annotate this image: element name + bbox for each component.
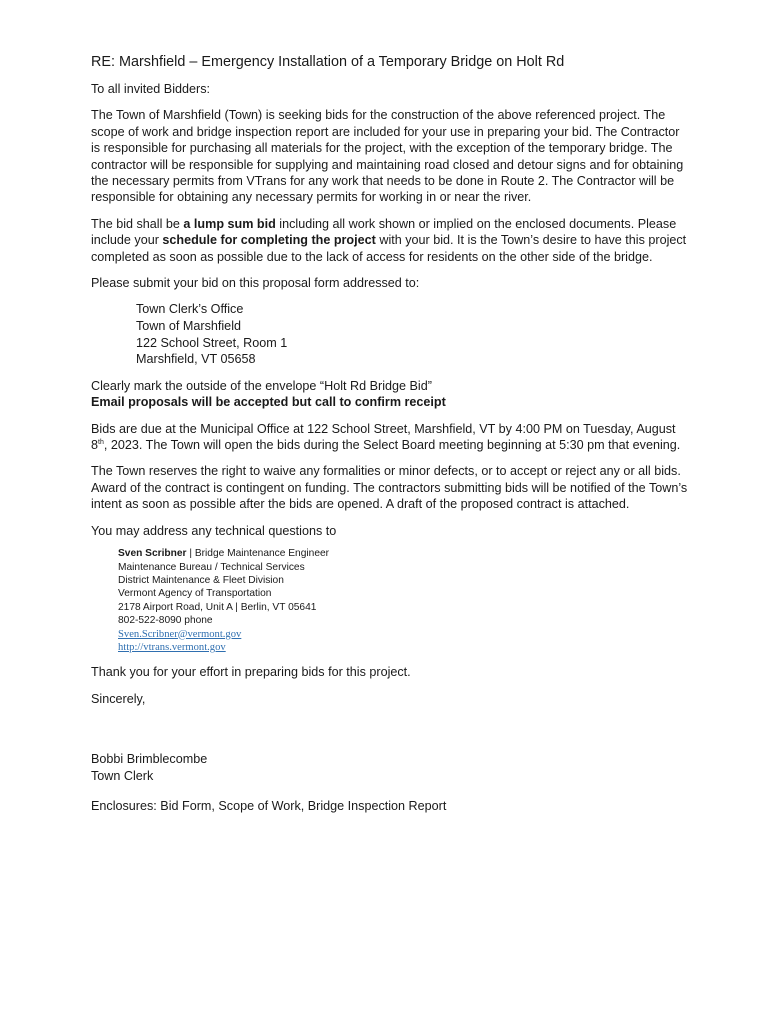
submit-intro: Please submit your bid on this proposal form addressed to: — [91, 276, 420, 291]
salutation: To all invited Bidders: — [91, 82, 211, 96]
text-span: with your bid. It is the Town’s desire to have this project completed as soon as possible due to the lack of access for residents on the other side of the bridge. — [91, 233, 687, 264]
contact-line: Maintenance Bureau / Technical Services — [118, 561, 305, 573]
signer-name: Bobbi Brimblecombe — [91, 752, 208, 767]
contact-line: District Maintenance & Fleet Division — [118, 574, 284, 586]
address-line: 122 School Street, Room 1 — [136, 335, 288, 350]
contact-title: | Bridge Maintenance Engineer — [186, 548, 330, 560]
superscript: th — [98, 438, 104, 446]
bold-lump-sum: a lump sum bid — [183, 216, 276, 231]
contact-website-link[interactable]: http://vtrans.vermont.gov — [118, 641, 226, 653]
signature-block — [91, 751, 691, 784]
address-line: Marshfield, VT 05658 — [136, 352, 256, 367]
text-span: The bid shall be — [91, 216, 184, 231]
letter-body — [91, 52, 691, 824]
thanks-line: Thank you for your effort in preparing bids for this project. — [91, 665, 411, 680]
mailing-address — [136, 301, 691, 367]
letter-subject: RE: Marshfield – Emergency Installation of a Temporary Bridge on Holt Rd — [91, 54, 565, 70]
contact-email-link[interactable]: Sven.Scribner@vermont.gov — [118, 628, 242, 640]
contact-line: Vermont Agency of Transportation — [118, 588, 272, 600]
address-line: Town Clerk’s Office — [136, 302, 244, 317]
questions-intro: You may address any technical questions to — [91, 523, 337, 538]
bold-schedule: schedule for completing the project — [162, 233, 376, 248]
envelope-line: Clearly mark the outside of the envelope “Holt Rd Bridge Bid” — [91, 378, 432, 393]
enclosures: Enclosures: Bid Form, Scope of Work, Bridge Inspection Report — [91, 798, 447, 813]
contact-name-line — [118, 547, 691, 560]
text-span: , 2023. The Town will open the bids during the Select Board meeting beginning at 5:30 pm that evening. — [103, 438, 681, 453]
signer-title: Town Clerk — [91, 768, 154, 783]
envelope-instructions — [91, 378, 691, 411]
paragraph-reservation: The Town reserves the right to waive any formalities or minor defects, or to accept or reject any or all bids. Award of the contract is contingent on funding. The contractors submitting bids will be notified of the Town’s intent as soon as possible after the bids are opened. A draft of the proposed contract is attached. — [91, 464, 688, 512]
paragraph-scope: The Town of Marshfield (Town) is seeking bids for the construction of the above referenced project. The scope of work and bridge inspection report are included for your use in preparing your bid. The Contractor is responsible for purchasing all materials for the project, with the exception of the temporary bridge. The contractor will be responsible for supplying and maintaining road closed and detour signs and for obtaining the necessary permits from VTrans for any work that needs to be done in Route 2. The Contractor will be responsible for obtaining any necessary permits for working in or near the river. — [91, 108, 684, 205]
text-span: Bids are due at the Municipal Office at 122 School Street, Marshfield, VT by 4:00 PM on Tuesday, August 8 — [91, 421, 676, 453]
paragraph-bid-terms — [91, 216, 691, 265]
text-span: including all work shown or implied on the enclosed documents. Please include your — [91, 216, 677, 248]
contact-block — [118, 547, 691, 654]
closing: Sincerely, — [91, 691, 146, 706]
address-line: Town of Marshfield — [136, 319, 241, 334]
contact-phone: 802-522-8090 phone — [118, 615, 213, 627]
paragraph-due-date — [91, 421, 691, 454]
contact-name: Sven Scribner — [118, 548, 187, 560]
email-proposals-note: Email proposals will be accepted but call to confirm receipt — [91, 395, 446, 410]
contact-line: 2178 Airport Road, Unit A | Berlin, VT 05641 — [118, 601, 317, 613]
